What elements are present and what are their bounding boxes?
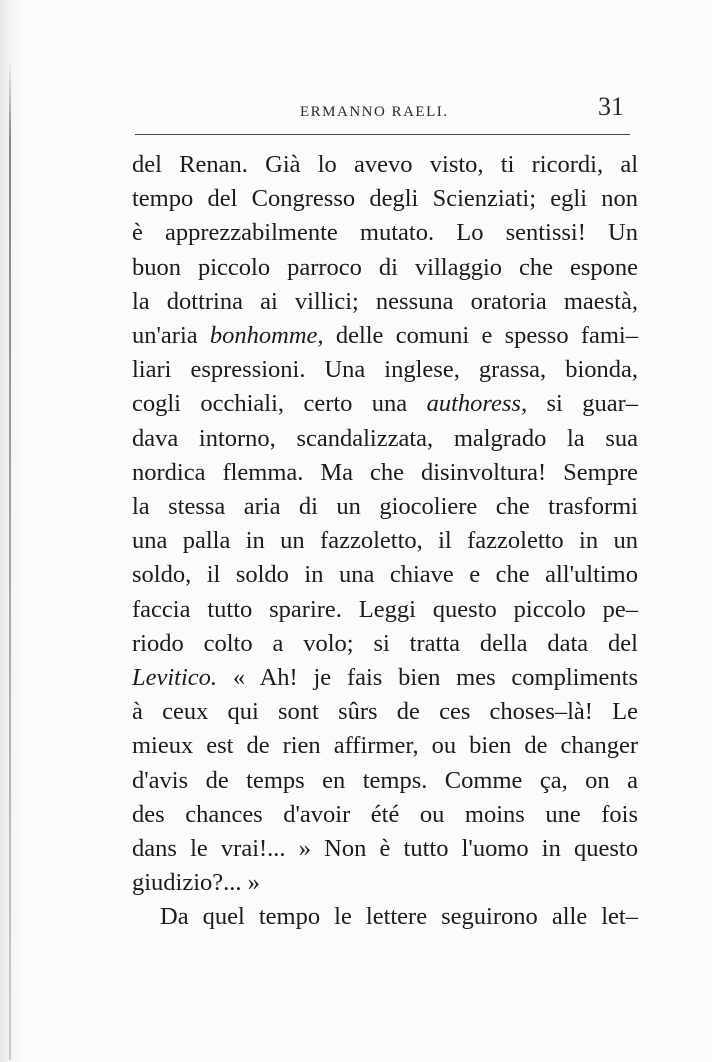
text-line: giudizio?... » — [132, 869, 260, 897]
running-title: ERMANNO RAELI. — [300, 104, 449, 120]
text-line: una palla in un fazzoletto, il fazzoletto in un — [132, 527, 638, 555]
text-line: riodo colto a volo; si tratta della data del — [132, 629, 638, 657]
italic-word: bonhomme, — [209, 322, 324, 350]
text-line: des chances d'avoir été ou moins une fois — [132, 800, 638, 828]
text-line: d'avis de temps en temps. Comme ça, on a — [132, 766, 638, 794]
text-line: liari espressioni. Una inglese, grassa, bionda, — [132, 356, 638, 384]
italic-word: Levitico. — [132, 664, 218, 692]
page-number: 31 — [598, 92, 624, 121]
text-segment: un'aria — [132, 322, 210, 350]
text-line: la stessa aria di un giocoliere che trasformi — [132, 493, 638, 521]
text-line — [132, 387, 638, 421]
text-line: del Renan. Già lo avevo visto, ti ricordi, al — [132, 151, 638, 178]
body-text — [132, 148, 638, 935]
text-line: è apprezzabilmente mutato. Lo sentissi! Un — [132, 219, 638, 247]
text-line — [132, 319, 638, 353]
text-line: mieux est de rien affirmer, ou bien de changer — [132, 732, 638, 760]
text-line: buon piccolo parroco di villaggio che espone — [132, 253, 638, 281]
text-line: faccia tutto sparire. Leggi questo piccolo pe– — [132, 595, 638, 623]
text-line: tempo del Congresso degli Scienziati; egli non — [132, 185, 638, 213]
text-line: dava intorno, scandalizzata, malgrado la sua — [132, 424, 638, 452]
text-line: nordica flemma. Ma che disinvoltura! Sempre — [132, 458, 638, 486]
text-segment: cogli occhiali, certo una — [132, 390, 427, 418]
binding-shadow — [0, 0, 22, 1062]
italic-word: authoress, — [426, 390, 528, 418]
text-line: à ceux qui sont sûrs de ces choses–là! Le — [132, 698, 638, 726]
text-segment: « Ah! je fais bien mes compliments — [217, 664, 638, 692]
header-rule — [135, 134, 630, 135]
text-line — [132, 661, 638, 695]
page-header — [132, 90, 632, 130]
binding-edge — [9, 60, 11, 1060]
text-line: la dottrina ai villici; nessuna oratoria maestà, — [132, 287, 638, 315]
text-segment: si guar– — [527, 390, 639, 418]
text-line: soldo, il soldo in una chiave e che all'ultimo — [132, 561, 638, 589]
text-line: dans le vrai!... » Non è tutto l'uomo in questo — [132, 835, 638, 863]
paragraph-start-line: Da quel tempo le lettere seguirono alle let– — [160, 903, 638, 931]
text-segment: delle comuni e spesso fami– — [323, 322, 638, 350]
